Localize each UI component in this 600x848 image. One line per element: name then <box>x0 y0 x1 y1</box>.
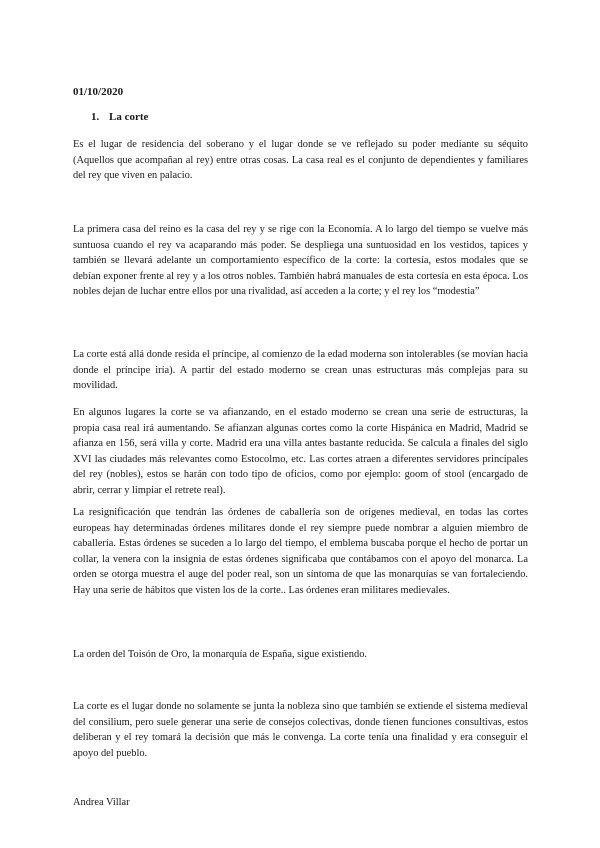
paragraph: La resignificación que tendrán las órdenes de caballería son de orígenes medieval, en todas las cortes europeas hay determinadas órdenes militares donde el rey siempre puede nombrar a alguien miembro de caballería. Estas órdenes se suceden a lo largo del tiempo, el emblema buscaba porque el hecho de portar un collar, la venera con la insignia de estas órdenes significaba que contábamos con el apoyo del monarca. La orden se otorga muestra el auge del poder real, son un síntoma de que las monarquías se van fortaleciendo. Hay una serie de hábitos que visten los de la corte.. Las órdenes eran militares medievales. <box>73 507 528 596</box>
paragraph: En algunos lugares la corte se va afianzando, en el estado moderno se crean una serie de estructuras, la propia casa real irá aumentando. Se afianzan algunas cortes como la corte Hispánica en Madrid, Madrid se afianza en 156, será villa y corte. Madrid era una villa antes bastante reducida. Se calcula a finales del siglo XVI las ciudades más relevantes como Estocolmo, etc. Las cortes atraen a diferentes servidores principales del rey (nobles), estos se harán con todo tipo de oficios, como por ejemplo: goom of stool (encargado de abrir, cerrar y limpiar el retrete real). <box>73 407 528 496</box>
section-number: 1. <box>91 111 100 123</box>
paragraph: La orden del Toisón de Oro, la monarquía de España, sigue existiendo. <box>73 649 367 660</box>
paragraph: La primera casa del reino es la casa del rey y se rige con la Economía. A lo largo del tiempo se vuelve más suntuosa cuando el rey va acaparando más poder. Se despliega una suntuosidad en los vestidos, tapices y también se llevará adelante un comportamiento específico de la corte: la cortesía, estos modales que se debían exponer frente al rey y a los otros nobles. También habrá manuales de esta cortesía en esta época. Los nobles dejan de luchar entre ellos por una rivalidad, así acceden a la corte; y el rey los “modestia” <box>73 224 528 298</box>
author-name: Andrea Villar <box>73 797 130 808</box>
document-date: 01/10/2020 <box>73 86 124 98</box>
paragraph: La corte es el lugar donde no solamente se junta la nobleza sino que también se extiende el sistema medieval del consilium, pero suele generar una serie de consejos colectivas, donde tienen funciones consultivas, estos deliberan y el rey tomará la decisión que más le convenga. La corte tenía una finalidad y era conseguir el apoyo del pueblo. <box>73 701 528 759</box>
paragraph: La corte está allá donde resida el príncipe, al comienzo de la edad moderna son intolerables (se movían hacia donde el príncipe iría). A partir del estado moderno se crean unas estructuras más complejas para su movilidad. <box>73 349 528 392</box>
section-heading <box>91 111 148 123</box>
paragraph: Es el lugar de residencia del soberano y el lugar donde se ve reflejado su poder mediante su séquito (Aquellos que acompañan al rey) entre otras cosas. La casa real es el conjunto de dependientes y familiares del rey que viven en palacio. <box>73 139 528 182</box>
section-title: La corte <box>109 111 149 123</box>
